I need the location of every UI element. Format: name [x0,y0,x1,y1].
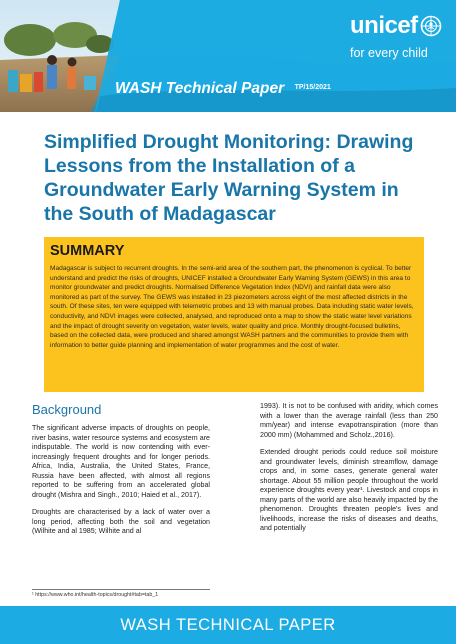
section-heading: Background [32,402,102,417]
paragraph: Droughts are characterised by a lack of water over a long period, affecting both the soil and vegetation (Wilhite and al 1985; Wilhite and al [32,508,210,535]
paragraph: Extended drought periods could reduce soil moisture and groundwater levels, diminish streamflow, damage crops and, in some cases, generate general water shortage. About 55 million people throughout the world experience droughts every year¹. Livestock and crops in many parts of the world are also heavily impacted by the phenomenon. Droughts threaten people's lives and livelihoods, increase the risks of diseases and deaths, and potentially [260,448,438,532]
paragraph: The significant adverse impacts of droughts on people, river basins, water resource systems and ecosystem are indisputable. The world is now contending with ever-increasingly frequent droughts and for longer periods. Africa, India, Australia, the United States, France, Russia have been affected, with almost all regions reported to be suffering from an accelerated global drought (Mishra and Singh., 2010; Haied et al., 2017). [32,424,210,499]
unicef-logo [350,13,442,61]
footer-band [0,606,456,644]
cover-header [0,0,456,112]
brand-name: unicef [350,12,418,39]
series-label [115,80,331,98]
series-title: WASH Technical Paper [115,80,285,97]
series-code: TP/15/2021 [294,84,331,91]
footer-title: WASH TECHNICAL PAPER [120,615,336,634]
summary-box [44,237,424,392]
document-title: Simplified Drought Monitoring: Drawing Lessons from the Installation of a Groundwater Early Warning System in the South of Madagascar [44,131,414,225]
right-column [260,402,438,542]
unicef-emblem-icon [420,15,442,37]
brand-tagline: for every child [350,46,428,60]
footnote: ¹ https://www.who.int/health-topics/drought#tab=tab_1 [32,589,210,599]
paragraph: 1993). It is not to be confused with aridity, which comes with a lower than the average rainfall (less than 250 mm/year) and intense evapotranspiration (more than 2000 mm) (Mohammed and Scholz.,2016). [260,402,438,439]
summary-heading: SUMMARY [50,243,125,259]
left-column [32,402,210,545]
summary-text: Madagascar is subject to recurrent droughts. In the semi-arid area of the southern part, the phenomenon is cyclical. To better understand and predict the risks of droughts, UNICEF installed a Groundwater Early Warning System (GEWS) in this area to monitor groundwater and predict droughts. Normalised Difference Vegetation Index (NDVI) and rainfall data were also monitored as part of the survey. The GEWS was installed in 23 piezometers across eight of the most affected districts in the south. Of these sites, ten were equipped with telemetric probes and 13 with manual probes. Data including static water levels, conductivity, and NDVI images were collected, analysed, and reproduced onto a map to show the static water level variations and the impact of drought severity on vegetation, water levels, water quality and price. Monthly drought-focused bulletins, based on the collected data, were produced and shared amongst WASH partners and the communities to provide them with information to better guide planning and implementation of water programmes and the cost of water. [50,265,414,349]
